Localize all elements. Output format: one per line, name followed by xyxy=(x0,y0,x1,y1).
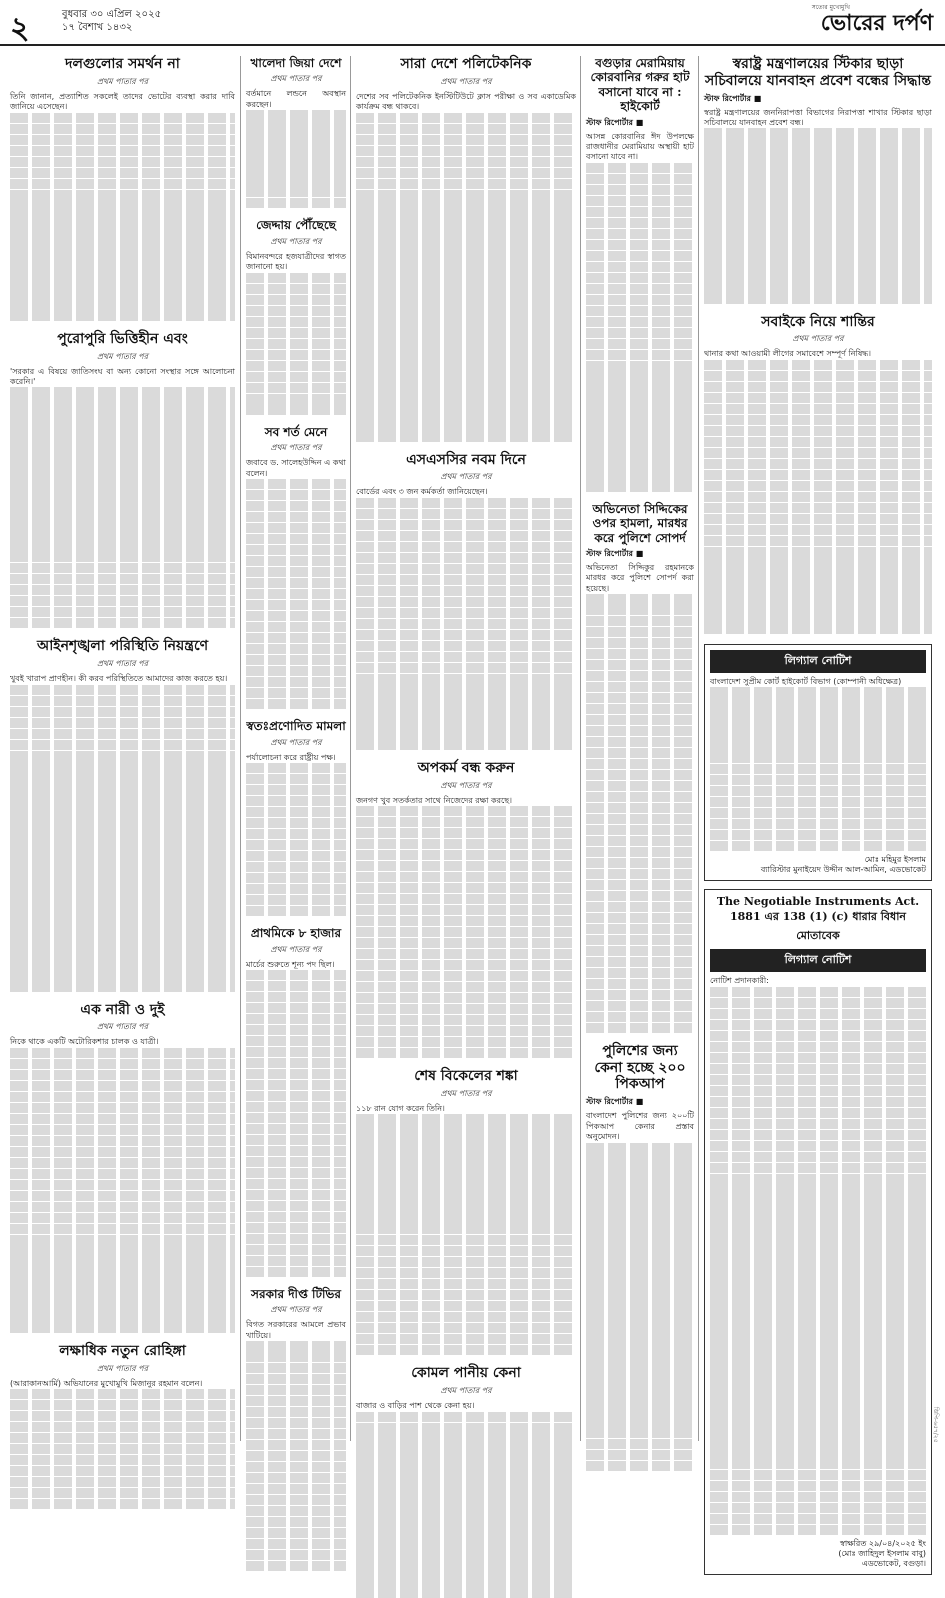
lead-text: ১১৮ রান যোগ করেন তিনি। xyxy=(356,1103,445,1113)
jump-line: প্রথম পাতার পর xyxy=(270,443,322,453)
lead-text: বিমানবন্দরে হজযাত্রীদের স্বাগত জানানো হয়। xyxy=(246,251,346,272)
jump-line: প্রথম পাতার পর xyxy=(792,334,844,344)
byline: স্টাফ রিপোর্টার ■ xyxy=(586,1097,644,1107)
notice-signature xyxy=(710,1539,926,1569)
article-last-afternoon xyxy=(356,1068,576,1355)
body-text xyxy=(356,806,576,1058)
headline: আইনশৃঙ্খলা পরিস্থিতি নিয়ন্ত্রণে xyxy=(36,638,209,655)
column-divider xyxy=(350,56,351,1441)
article-ssc xyxy=(356,452,576,750)
notice-title: লিগ্যাল নোটিশ xyxy=(710,650,926,673)
article-suo-motu xyxy=(246,719,346,916)
lead-text: জনগণ খুব সতর্কতার সাথে নিজেদের রক্ষা করছে। xyxy=(356,795,512,805)
notice-title: লিগ্যাল নোটিশ xyxy=(710,949,926,972)
byline: স্টাফ রিপোর্টার ■ xyxy=(704,93,762,103)
jump-line: প্রথম পাতার পর xyxy=(97,1022,148,1032)
article-hat-hc xyxy=(586,56,694,492)
lead-text: খুবই খারাপ প্রাণহীন। কী করব পরিস্থিতিতে আমাদের কাজ করতে হয়। xyxy=(10,674,228,684)
column-5 xyxy=(704,56,932,1569)
lead-text: বিগত সরকারের আমলে প্রভাব খাটিয়ে। xyxy=(246,1320,346,1340)
ad-code: ডিপি-৬৫৭/২৫ xyxy=(932,1407,939,1443)
notice-signature xyxy=(710,855,926,875)
lead-text: মার্চের শুরুতে শূন্য পদ ছিল। xyxy=(246,959,335,969)
lead-text: থানার কথা আওয়ামী লীগের সমাবেশে সম্পূর্ণ নিষিদ্ধ। xyxy=(704,349,871,359)
lead-text: অভিনেতা সিদ্দিকুর রহমানকে মারধর করে পুলিশে সোপর্দ করা হয়েছে। xyxy=(586,562,694,593)
body-text xyxy=(10,113,235,321)
jump-line: প্রথম পাতার পর xyxy=(270,74,322,84)
byline: স্টাফ রিপোর্টার ■ xyxy=(586,548,644,558)
article-secretariat-sticker xyxy=(704,56,932,304)
page-number: ২ xyxy=(10,11,30,46)
headline: এসএসসির নবম দিনে xyxy=(406,451,526,468)
signer-title: ব্যারিস্টার মুনাইয়েদ উদ্দীন আল-আমিন, এডভোকেট xyxy=(760,865,926,875)
lead-text: বাংলাদেশ পুলিশের জন্য ২০০টি পিকআপ কেনার প্রস্তাব অনুমোদন। xyxy=(586,1111,694,1142)
lead-text: জবাবে ড. সালেহউদ্দিন এ কথা বলেন। xyxy=(246,458,346,478)
body-text xyxy=(246,763,346,916)
headline: সরকার দীপ্ত টিভির xyxy=(251,1286,341,1301)
date-gregorian: বুধবার ৩০ এপ্রিল ২০২৫ xyxy=(62,9,162,20)
lead-text: আসন্ন কোরবানির ঈদ উপলক্ষে রাজধানীর মেরামিয়ায় অস্থায়ী হাট বসানো যাবে না। xyxy=(586,131,694,162)
column-divider xyxy=(580,56,581,1441)
byline: স্টাফ রিপোর্টার ■ xyxy=(586,117,644,127)
date-bangla: ১৭ বৈশাখ ১৪৩২ xyxy=(62,22,133,33)
jump-line: প্রথম পাতার পর xyxy=(270,236,322,246)
lead-text: স্বরাষ্ট্র মন্ত্রণালয়ের জননিরাপত্তা বিভাগের নিরাপত্তা শাখার স্টিকার ছাড়া সচিবালয়ে যানবাহন প্রবেশ বন্ধ। xyxy=(704,107,932,127)
article-baseless xyxy=(10,331,235,629)
article-law-order xyxy=(10,638,235,991)
body-text xyxy=(246,479,346,709)
body-text xyxy=(10,1048,235,1333)
article-polytechnic xyxy=(356,56,576,442)
body-text xyxy=(356,1412,576,1598)
jump-line: প্রথম পাতার পর xyxy=(440,1088,492,1098)
headline: বগুড়ার মেরামিয়ায় কোরবানির গরুর হাট বসানো যাবে না : হাইকোর্ট xyxy=(590,56,690,114)
headline: স্বতঃপ্রণোদিত মামলা xyxy=(246,719,346,734)
body-text xyxy=(704,360,932,634)
jump-line: প্রথম পাতার পর xyxy=(270,1305,322,1315)
body-text xyxy=(586,1143,694,1472)
brand-tagline: সত্যের মুখোমুখি xyxy=(811,4,850,11)
date-line xyxy=(62,8,161,34)
article-deepto-tv xyxy=(246,1287,346,1571)
masthead xyxy=(0,0,945,46)
article-rohingya xyxy=(10,1343,235,1509)
headline: সারা দেশে পলিটেকনিক xyxy=(400,56,532,72)
headline: অভিনেতা সিদ্দিকের ওপর হামলা, মারধর করে পুলিশে সোপর্দ xyxy=(592,501,688,545)
lead-text: বোর্ডের এবং ৩ জন কর্মকর্তা জানিয়েছেন। xyxy=(356,487,488,497)
notice-body xyxy=(710,987,926,1536)
sign-date: স্বাক্ষরিত ২৯/০৪/২০২৫ ইং xyxy=(839,1539,926,1549)
body-text xyxy=(586,163,694,492)
column-1 xyxy=(10,56,235,1441)
body-text xyxy=(246,1341,346,1571)
article-all-conditions xyxy=(246,425,346,709)
headline: জেদ্দায় পৌঁছেছে xyxy=(256,218,336,233)
article-police-pickup xyxy=(586,1043,694,1472)
body-text xyxy=(356,498,576,750)
lead-text: (আরাকানআর্মি) অভিযানের মুখোমুখি মিজানুর রহমান বলেন। xyxy=(10,1378,203,1388)
lead-text: 'সরকার এ বিষয়ে জাতিসংঘ বা অন্য কোনো সংস্থার সঙ্গে আলোচনা করেনি।' xyxy=(10,366,235,386)
signer-title: এডভোকেট, বগুড়া। xyxy=(861,1559,926,1569)
article-party-support xyxy=(10,56,235,321)
article-misdeeds xyxy=(356,760,576,1058)
jump-line: প্রথম পাতার পর xyxy=(440,472,492,482)
headline: সবাইকে নিয়ে শান্তির xyxy=(761,313,875,330)
notice-lead: নোটিশ প্রদানকারী: xyxy=(710,976,769,986)
body-text xyxy=(246,273,346,415)
lead-text: দেশের সব পলিটেকনিক ইনস্টিটিউটে ক্লাস পরীক্ষা ও সব একাডেমিক কার্যক্রম বন্ধ থাকবে। xyxy=(356,91,576,112)
article-soft-drinks xyxy=(356,1365,576,1597)
jump-line: প্রথম পাতার পর xyxy=(97,76,148,86)
headline: প্রাথমিকে ৮ হাজার xyxy=(250,926,342,941)
article-actor-siddique xyxy=(586,502,694,1033)
jump-line: প্রথম পাতার পর xyxy=(440,1386,492,1396)
body-text xyxy=(246,970,346,1277)
article-khaleda xyxy=(246,56,346,208)
legal-notice-2 xyxy=(704,889,932,1575)
notice-lead: বাংলাদেশ সুপ্রীম কোর্ট হাইকোর্ট বিভাগ (কোম্পানী অধিক্ষেত্র) xyxy=(710,676,902,686)
body-text xyxy=(356,1114,576,1355)
lead-text: তিনি জানান, প্রত্যাশিত সকলেই তাদের ভোটের ব্যবস্থা করার দাবি জানিয়ে এসেছেন। xyxy=(10,91,235,112)
jump-line: প্রথম পাতার পর xyxy=(97,351,148,361)
headline: শেষ বিকেলের শঙ্কা xyxy=(414,1068,518,1085)
headline: কোমল পানীয় কেনা xyxy=(411,1365,521,1382)
body-text xyxy=(586,594,694,1033)
headline: স্বরাষ্ট্র মন্ত্রণালয়ের স্টিকার ছাড়া সচিবালয়ে যানবাহন প্রবেশ বন্ধের সিদ্ধান্ত xyxy=(704,56,932,89)
signer-name: (মোঃ জাহিদুল ইসলাম বাবু) xyxy=(838,1549,926,1559)
headline: পুরোপুরি ভিত্তিহীন এবং xyxy=(57,330,188,347)
jump-line: প্রথম পাতার পর xyxy=(270,944,322,954)
headline: সব শর্ত মেনে xyxy=(264,424,328,439)
headline: অপকর্ম বন্ধ করুন xyxy=(417,759,515,776)
article-primary-8000 xyxy=(246,926,346,1277)
column-4 xyxy=(586,56,694,1441)
body-text xyxy=(704,128,932,303)
headline: লক্ষাধিক নতুন রোহিঙ্গা xyxy=(59,1342,186,1359)
column-2 xyxy=(246,56,346,1441)
notice-body xyxy=(710,687,926,851)
jump-line: প্রথম পাতার পর xyxy=(97,659,148,669)
notice-act-heading: The Negotiable Instruments Act. 1881 এর 138 (1) (c) ধারার বিধান মোতাবেক xyxy=(716,895,920,943)
body-text xyxy=(246,110,346,208)
column-divider xyxy=(240,56,241,1441)
lead-text: পর্যালোচনা করে রাষ্ট্রীয় পক্ষ। xyxy=(246,752,336,762)
body-text xyxy=(10,387,235,628)
headline: পুলিশের জন্য কেনা হচ্ছে ২০০ পিকআপ xyxy=(594,1042,686,1093)
article-jeddah xyxy=(246,218,346,414)
body-text xyxy=(10,685,235,992)
newspaper-logo: ভোরের দর্পণ xyxy=(820,10,933,36)
jump-line: প্রথম পাতার পর xyxy=(270,737,322,747)
body-text xyxy=(10,1389,235,1509)
signer-name: মোঃ মহিমুর ইসলাম xyxy=(864,855,926,865)
lead-text: বর্তমানে লন্ডনে অবস্থান করছেন। xyxy=(246,89,346,109)
article-one-woman-two xyxy=(10,1002,235,1333)
jump-line: প্রথম পাতার পর xyxy=(440,780,492,790)
jump-line: প্রথম পাতার পর xyxy=(440,76,492,86)
column-divider xyxy=(698,56,699,1441)
jump-line: প্রথম পাতার পর xyxy=(97,1363,148,1373)
article-peace-all xyxy=(704,314,932,634)
headline: খালেদা জিয়া দেশে xyxy=(250,56,342,70)
lead-text: নিকে থাকে একটি অটোরিকশার চালক ও যাত্রী। xyxy=(10,1037,159,1047)
headline: এক নারী ও দুই xyxy=(80,1001,165,1018)
column-3 xyxy=(356,56,576,1441)
legal-notice-1 xyxy=(704,644,932,882)
lead-text: বাজার ও বাড়ির পাশ থেকে কেনা হয়। xyxy=(356,1401,475,1411)
headline: দলগুলোর সমর্থন না xyxy=(65,56,180,72)
body-text xyxy=(356,113,576,442)
